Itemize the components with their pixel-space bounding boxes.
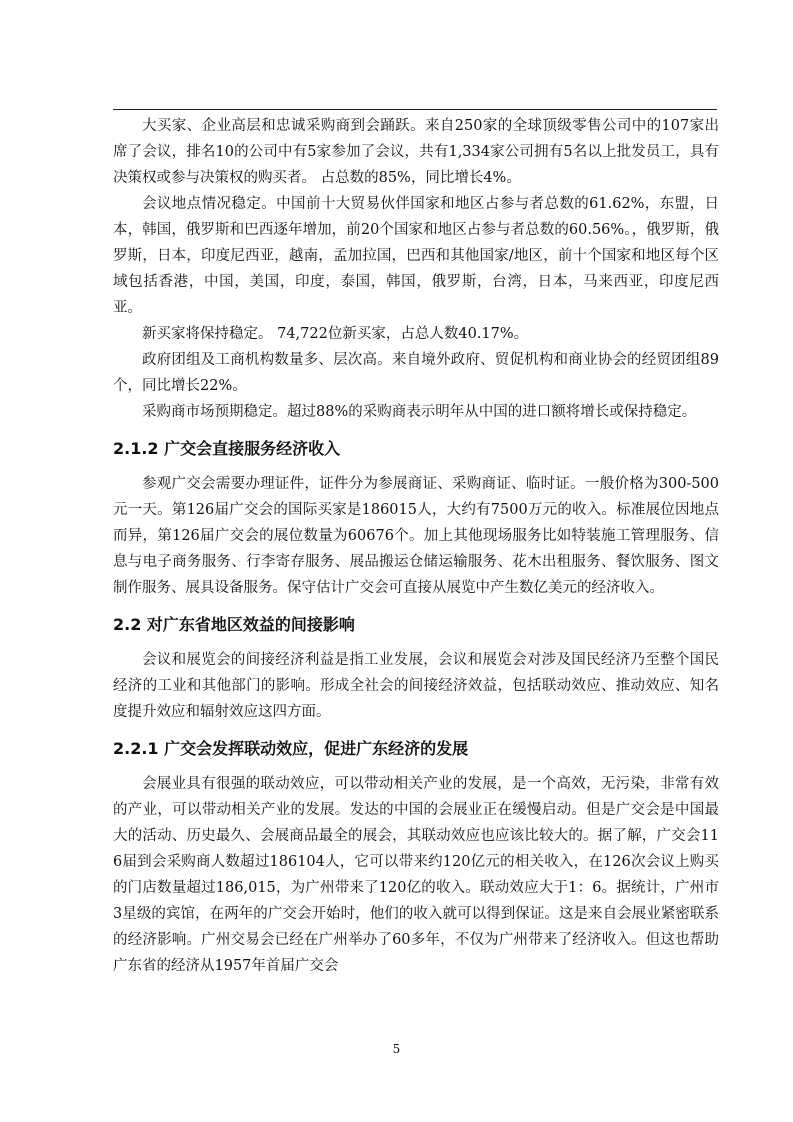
- heading-2-2-1: 2.2.1 广交会发挥联动效应，促进广东经济的发展: [113, 739, 469, 758]
- paragraph-linkage-effect: 会展业具有很强的联动效应，可以带动相关产业的发展，是一个高效，无污染，非常有效的产业，可以带动相关产业的发展。发达的中国的会展业正在缓慢启动。但是广交会是中国最大的活动、历史最久、会展商品最全的展会，其联动效应也应该比较大的。据了解，广交会116届到会采购商人数超过186104人，它可以带来约120亿元的相关收入，在126次会议上购买的门店数量超过186,015，为广州带来了120亿的收入。联动效应大于1：6。据统计，广州市3星级的宾馆，在两年的广交会开始时，他们的收入就可以得到保证。这是来自会展业紧密联系的经济影响。广州交易会已经在广州举办了60多年，不仅为广州带来了经济收入。但这也帮助广东省的经济从1957年首届广交会: [113, 776, 719, 974]
- header-rule: [113, 109, 717, 110]
- heading-2-1-2: 2.1.2 广交会直接服务经济收入: [113, 439, 341, 458]
- paragraph-buyers: 大买家、企业高层和忠诚采购商到会踊跃。来自250家的全球顶级零售公司中的107家出席了会议，排名10的公司中有5家参加了会议，共有1,334家公司拥有5名以上批发员工，具有决策权或参与决策权的购买者。 占总数的85%，同比增长4%。: [113, 118, 719, 186]
- paragraph-new-buyers: 新买家将保持稳定。 74,722位新买家，占总人数40.17%。: [142, 326, 529, 342]
- paragraph-direct-income: 参观广交会需要办理证件，证件分为参展商证、采购商证、临时证。一般价格为300-500元一天。第126届广交会的国际买家是186015人，大约有7500万元的收入。标准展位因地点而异，第126届广交会的展位数量为60676个。加上其他现场服务比如特装施工管理服务、信息与电子商务服务、行李寄存服务、展品搬运仓储运输服务、花木出租服务、餐饮服务、图文制作服务、展具设备服务。保守估计广交会可直接从展览中产生数亿美元的经济收入。: [113, 476, 719, 596]
- paragraph-venue-stats: 会议地点情况稳定。中国前十大贸易伙伴国家和地区占参与者总数的61.62%，东盟，日本，韩国，俄罗斯和巴西逐年增加，前20个国家和地区占参与者总数的60.56%。，俄罗斯，俄罗斯，日本，印度尼西亚，越南，孟加拉国，巴西和其他国家/地区，前十个国家和地区每个区域包括香港，中国，美国，印度，泰国，韩国，俄罗斯，台湾，日本，马来西亚，印度尼西亚。: [113, 196, 719, 316]
- paragraph-indirect-impact: 会议和展览会的间接经济利益是指工业发展，会议和展览会对涉及国民经济乃至整个国民经济的工业和其他部门的影响。形成全社会的间接经济效益，包括联动效应、推动效应、知名度提升效应和辐射效应这四方面。: [113, 652, 719, 720]
- paragraph-market-expectation: 采购商市场预期稳定。超过88%的采购商表示明年从中国的进口额将增长或保持稳定。: [142, 404, 697, 420]
- page-number: 5: [392, 1042, 401, 1056]
- heading-2-2: 2.2 对广东省地区效益的间接影响: [113, 615, 355, 634]
- page-body: [113, 113, 719, 979]
- paragraph-government-groups: 政府团组及工商机构数量多、层次高。来自境外政府、贸促机构和商业协会的经贸团组89个，同比增长22%。: [113, 352, 719, 394]
